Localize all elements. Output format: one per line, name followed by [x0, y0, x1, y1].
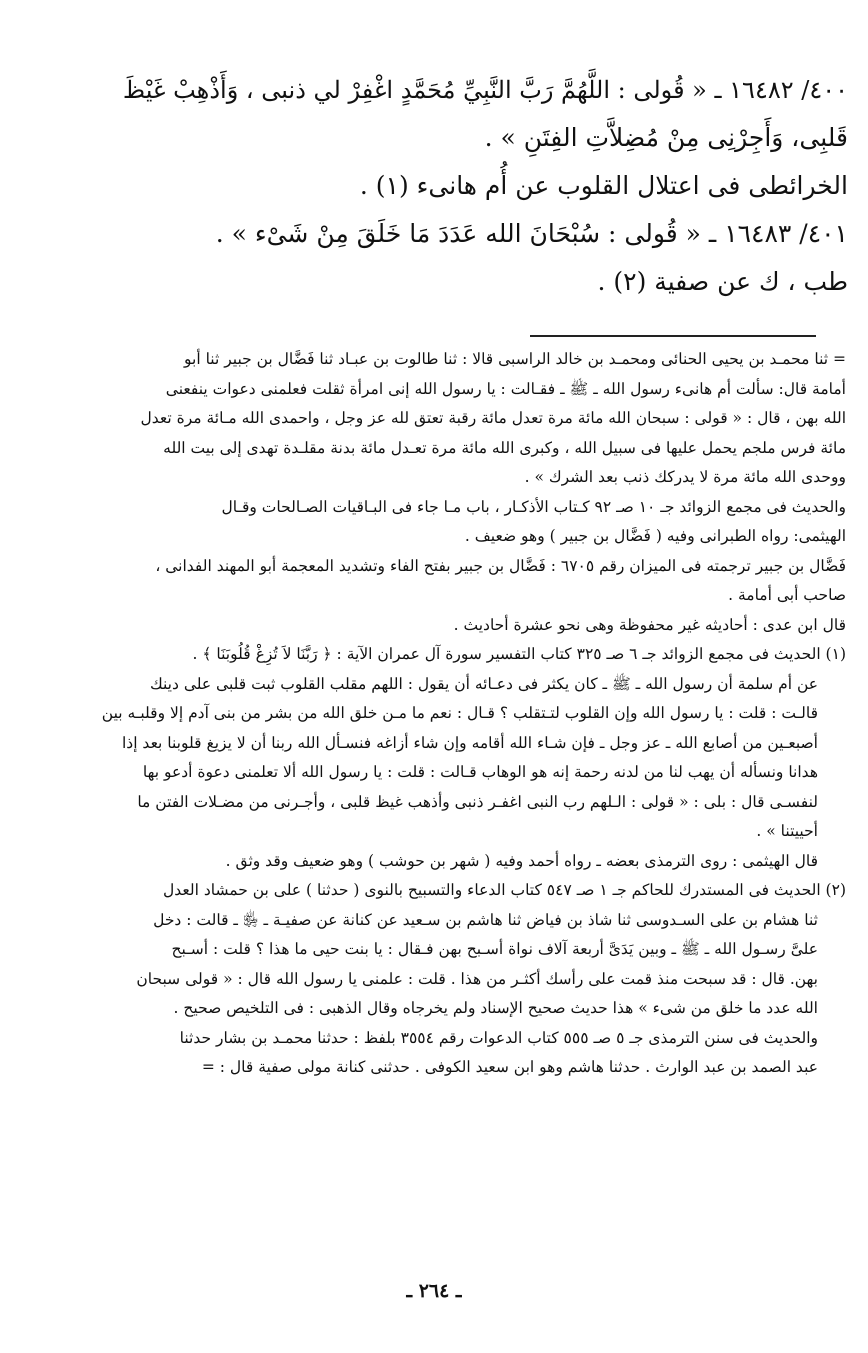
hadith-401-source: طب ، ك عن صفية (٢) . [597, 267, 848, 296]
footnote-line: أصبعـين من أصابع الله ـ عز وجل ـ فإن شـاء الله أقامه وإن شاء أزاغه فنسـأل الله ربنا أن لا يزيغ قلوبنا بعد إذا [121, 733, 818, 752]
footnote-line: ثنا هشام بن على السـدوسى ثنا شاذ بن فياض ثنا هاشم بن سـعيد عن كنانة عن صفيـة ـ ﵂ ـ قالت : دخل [153, 910, 818, 929]
footnote-line: قالـت : قلت : يا رسول الله وإن القلوب لتـتقلب ؟ قـال : نعم ما مـن خلق الله من بشر من بنى آدم إلا وقلبـه بين [101, 704, 818, 722]
page-number: ـ ٢٦٤ ـ [406, 1280, 462, 1302]
footnote-line: أحييتنا » . [756, 822, 818, 840]
footnote-separator [530, 335, 816, 337]
footnote-line: والحديث فى سنن الترمذى جـ ٥ صـ ٥٥٥ كتاب الدعوات رقم ٣٥٥٤ بلفظ : حدثنا محمـد بن بشار حدثنا [179, 1028, 818, 1047]
footnote-line: قال الهيثمى : روى الترمذى بعضه ـ رواه أحمد وفيه ( شهر بن حوشب ) وهو ضعيف وقد وثق . [225, 851, 818, 870]
footnote-line: الله بهن ، قال : « قولى : سبحان الله مائة مرة تعدل مائة رقبة تعتق لله عز وجل ، واحمدى الله مـائة مرة تعدل [140, 409, 846, 427]
footnote-line: عن أم سلمة أن رسول الله ـ ﷺ ـ كان يكثر فى دعـائه أن يقول : اللهم مقلب القلوب ثبت قلبى على دينك [149, 674, 818, 693]
footnote-line: = ثنا محمـد بن يحيى الحنائى ومحمـد بن خالد الراسبى قالا : ثنا طالوت بن عبـاد ثنا فَضَّال بن جبير ثنا أبو [184, 350, 846, 368]
footnote-line: لنفسـى قال : بلى : « قولى : الـلهم رب النبى اغفـر ذنبى وأذهب غيظ قلبى ، وأجـرنى من مضـلات الفتن ما [137, 792, 818, 811]
footnote-line: علىَّ رسـول الله ـ ﷺ ـ وبين يَدَىَّ أربعة آلاف نواة أسـبح بهن فـقال : يا بنت حيى ما هذا ؟ قلت : أسـبح [171, 940, 818, 958]
footnote-line: أمامة قال: سألت أم هانىء رسول الله ـ ﷺ ـ فقـالت : يا رسول الله إنى امرأة ثقلت فعلمنى دعوات ينفعنى [165, 379, 846, 398]
footnote-line: بهن. قال : قد سبحت منذ قمت على رأسك أكثـر من هذا . قلت : علمنى يا رسول الله قال : « قولى سبحان [136, 969, 818, 988]
footnote-1-start: (١) الحديث فى مجمع الزوائد جـ ٦ صـ ٣٢٥ كتاب التفسير سورة آل عمران الآية : ﴿ رَبَّنَا لاَ تُزِغْ قُلُوبَنَا ﴾ . [192, 645, 846, 663]
footnote-line: الله عدد ما خلق من شىء » هذا حديث صحيح الإسناد ولم يخرجاه وقال الذهبى : فى التلخيص صحيح . [173, 999, 818, 1017]
footnote-line: عبد الصمد بن عبد الوارث . حدثنا هاشم وهو ابن سعيد الكوفى . حدثنى كنانة مولى صفية قال : = [201, 1058, 818, 1076]
footnote-line: قال ابن عدى : أحاديثه غير محفوظة وهى نحو عشرة أحاديث . [453, 615, 846, 634]
footnote-line: الهيثمى: رواه الطبرانى وفيه ( فَضَّال بن جبير ) وهو ضعيف . [464, 527, 846, 545]
footnote-line: مائة فرس ملجم يحمل عليها فى سبيل الله ، وكبرى الله مائة مرة تعـدل مائة بدنة مقلـدة تهدى إلى بيت الله [163, 438, 846, 457]
footnote-line: فَضَّال بن جبير ترجمته فى الميزان رقم ٦٧٠٥ : فَضَّال بن جبير بفتح الفاء وتشديد المعجمة أبو المهند الفدانى ، [155, 556, 846, 575]
hadith-400-source: الخرائطى فى اعتلال القلوب عن أُم هانىء (١) . [359, 171, 848, 200]
hadith-400-line-2: قَلبِى، وَأَجِرْنِى مِنْ مُضِلاَّتِ الفِتَنِ » . [484, 123, 848, 152]
hadith-401: ٤٠١/ ١٦٤٨٣ ـ « قُولى : سُبْحَانَ الله عَدَدَ مَا خَلَقَ مِنْ شَىْء » . [215, 219, 848, 248]
footnote-line: ووحدى الله مائة مرة لا يدركك ذنب بعد الشرك » . [524, 468, 846, 486]
footnote-2-start: (٢) الحديث فى المستدرك للحاكم جـ ١ صـ ٥٤٧ كتاب الدعاء والتسبيح بالنوى ( حدثنا ) على بن حمشاد العدل [163, 881, 846, 899]
footnote-line: صاحب أبى أمامة . [728, 586, 846, 604]
hadith-400-line-1: ٤٠٠/ ١٦٤٨٢ ـ « قُولى : اللَّهُمَّ رَبَّ النَّبِيِّ مُحَمَّدٍ اغْفِرْ لي ذنبى ، وَأَذْهِبْ غَيْظَ [122, 76, 848, 104]
footnote-line: هدانا ونسأله أن يهب لنا من لدنه رحمة إنه هو الوهاب قـالت : قلت : يا رسول الله ألا تعلمنى دعوة أدعو بها [142, 763, 818, 781]
footnote-line: والحديث فى مجمع الزوائد جـ ١٠ صـ ٩٢ كـتاب الأذكـار ، باب مـا جاء فى البـاقيات الصـالحات وقـال [221, 497, 846, 516]
main-text [20, 66, 848, 306]
footnotes [22, 345, 846, 1083]
